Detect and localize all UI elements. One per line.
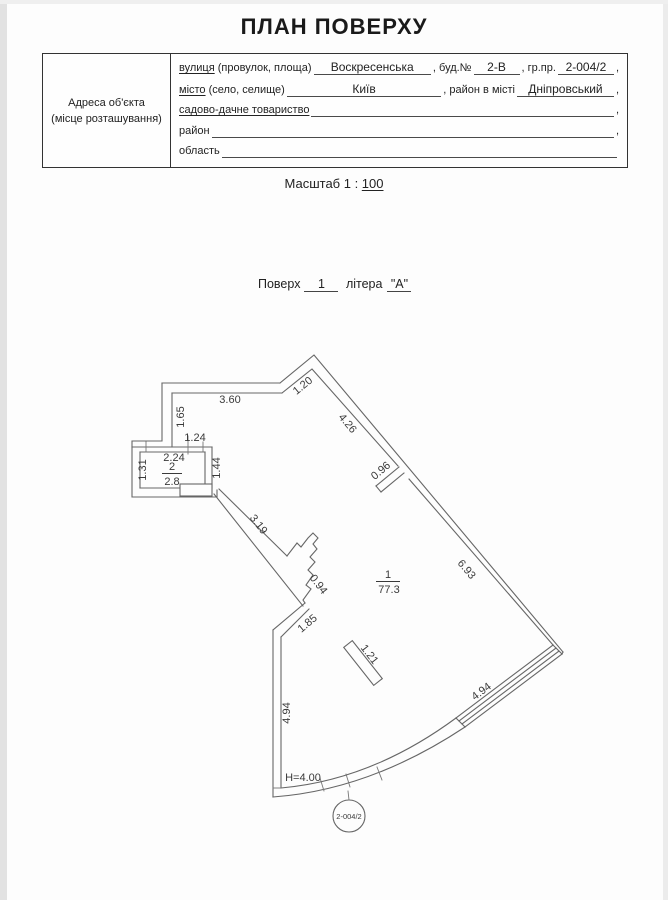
dimension-labels	[137, 375, 494, 784]
page-title: ПЛАН ПОВЕРХУ	[240, 14, 428, 39]
street-key-label: вулиця	[179, 62, 215, 74]
city-key-label: місто	[179, 83, 206, 96]
district-key-label: район	[179, 124, 210, 137]
dim-0-96: 0.96	[368, 459, 394, 483]
building-value-field: 2-В	[474, 61, 520, 75]
dim-1-44: 1.44	[211, 457, 223, 479]
dim-6-93: 6.93	[454, 557, 478, 582]
dim-4-26: 4.26	[335, 411, 359, 436]
dim-1-20: 1.20	[290, 374, 316, 398]
scale-label: Масштаб 1 :	[284, 176, 362, 191]
city-value-field: Київ	[287, 83, 441, 97]
floor-label: Поверх	[258, 277, 301, 291]
dim-3-19: 3.19	[246, 512, 270, 537]
dim-1-21: 1.21	[357, 642, 381, 667]
district-label: , район в місті	[443, 83, 515, 96]
room1-area: 77.3	[378, 584, 400, 596]
letter-label: літера	[345, 277, 383, 291]
dim-4-94-left: 4.94	[281, 702, 293, 724]
address-header-line2: (місце розташування)	[51, 112, 162, 125]
letter-value: "А"	[387, 277, 411, 292]
grpr-value-field: 2-004/2	[558, 61, 614, 75]
grpr-label: , гр.пр.	[521, 62, 556, 74]
dim-0-94: 0.94	[306, 572, 330, 597]
district-value-field: Дніпровський	[517, 83, 614, 97]
dim-1-31: 1.31	[137, 459, 149, 481]
dim-1-85: 1.85	[295, 612, 320, 636]
dim-1-65: 1.65	[175, 406, 187, 428]
address-header-line1: Адреса об'єкта	[68, 96, 145, 109]
district-row-comma: ,	[615, 124, 619, 137]
reference-bubble-label: 2-004/2	[336, 812, 362, 821]
street-row-comma: ,	[615, 62, 619, 74]
dim-3-60: 3.60	[219, 394, 241, 406]
city-key-rest: (село, селище)	[205, 83, 285, 96]
room1-number: 1	[384, 569, 392, 581]
building-label: , буд.№	[432, 62, 472, 74]
dim-2-24: 2.24	[163, 452, 185, 464]
street-key-rest: (провулок, площа)	[214, 62, 312, 74]
gardening-row-comma: ,	[615, 104, 619, 116]
room2-number: 2	[168, 461, 176, 473]
height-note: H=4.00	[285, 772, 321, 784]
dim-1-24: 1.24	[184, 432, 206, 444]
city-row-comma: ,	[615, 83, 619, 96]
room2-area: 2.8	[164, 476, 180, 488]
floor-value: 1	[304, 277, 338, 292]
oblast-key-label: область	[179, 145, 220, 157]
gardening-label: садово-дачне товариство	[179, 104, 310, 116]
street-value-field: Воскресенська	[314, 61, 431, 75]
dim-4-94-right: 4.94	[469, 680, 494, 704]
scale-value: 100	[361, 176, 384, 191]
